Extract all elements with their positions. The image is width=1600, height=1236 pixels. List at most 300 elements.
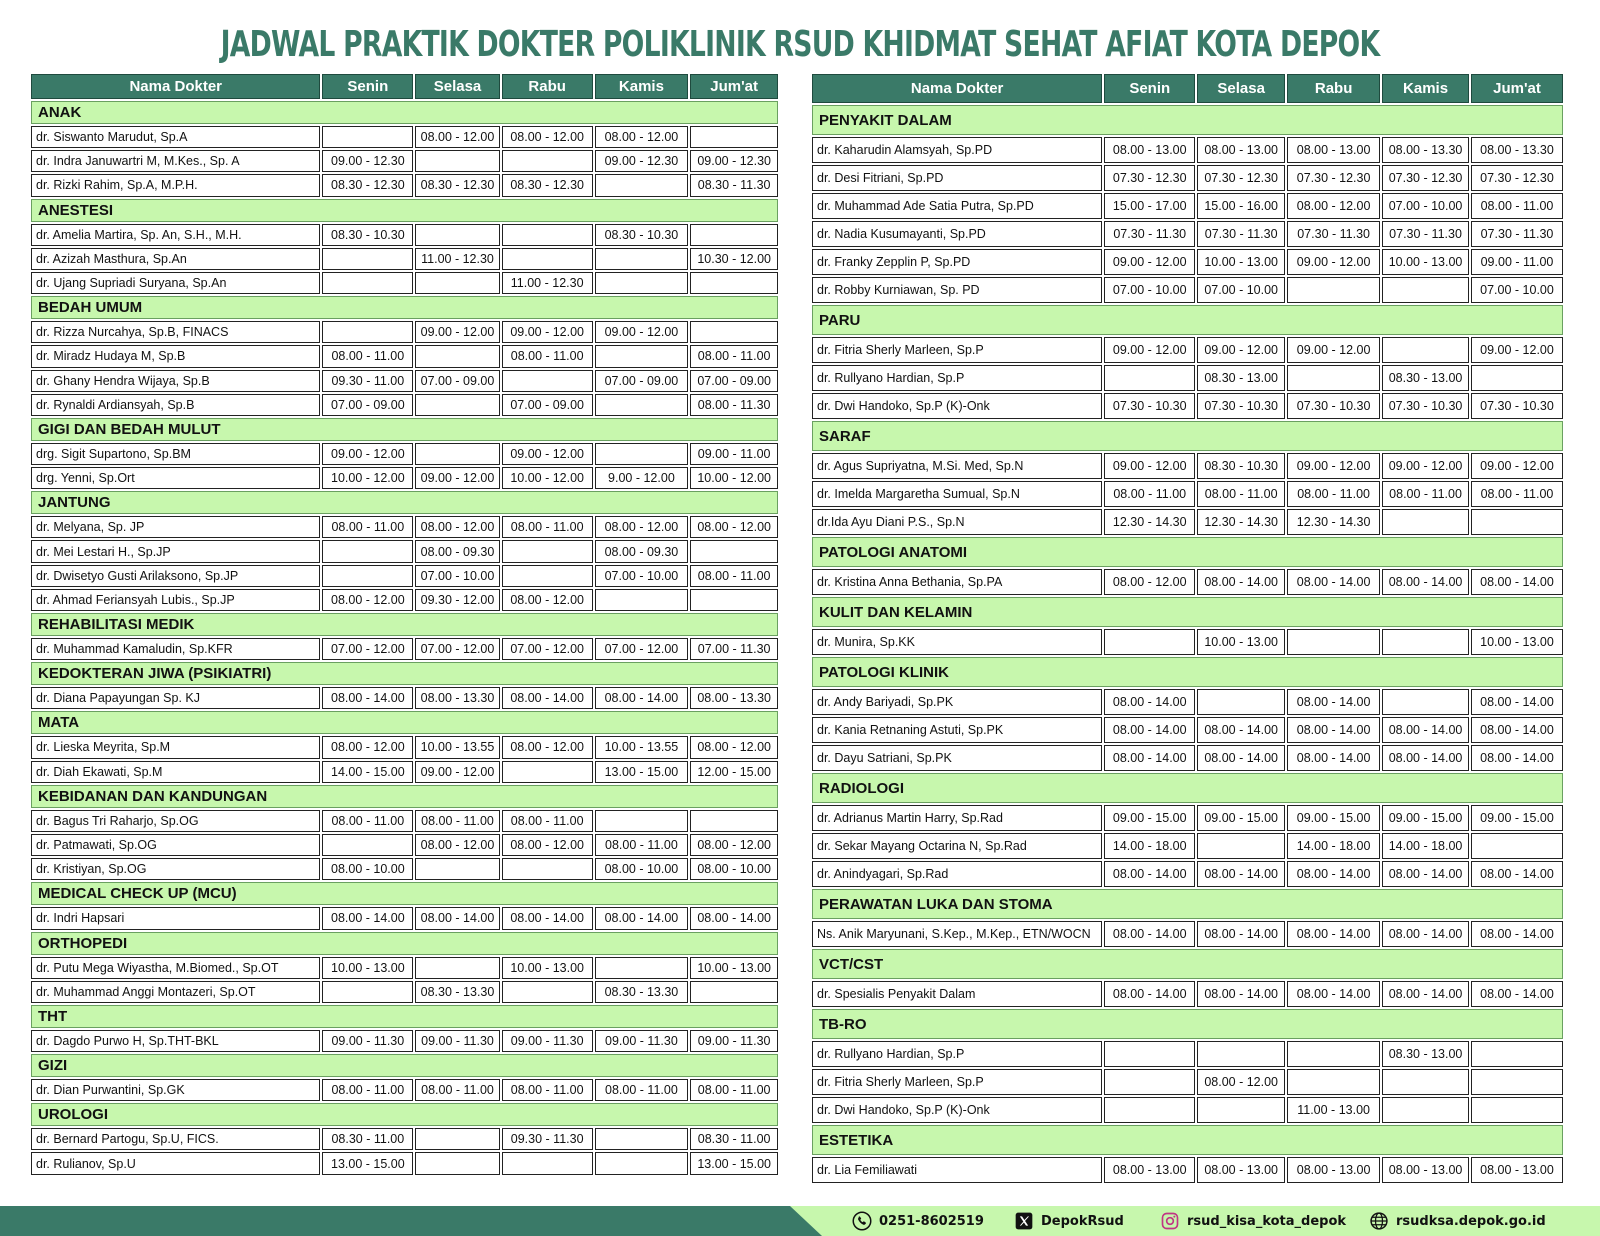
schedule-cell-wednesday: 09.00 - 12.00 — [502, 321, 593, 343]
section-row-paru — [812, 305, 1563, 335]
schedule-cell-thursday: 08.00 - 13.30 — [1382, 137, 1469, 163]
section-title: PATOLOGI KLINIK — [812, 657, 1563, 687]
schedule-cell-thursday: 07.00 - 12.00 — [595, 638, 689, 660]
schedule-cell-monday: 08.00 - 13.00 — [1104, 137, 1195, 163]
doctor-row — [31, 687, 778, 709]
section-title: ORTHOPEDI — [31, 932, 778, 955]
doctor-row — [31, 345, 778, 367]
schedule-cell-friday — [690, 540, 778, 562]
schedule-cell-wednesday: 08.00 - 12.00 — [502, 126, 593, 148]
schedule-cell-friday: 09.00 - 11.30 — [690, 1030, 778, 1052]
doctor-row — [31, 321, 778, 343]
schedule-cell-monday: 07.00 - 09.00 — [322, 394, 413, 416]
schedule-cell-thursday: 08.30 - 13.00 — [1382, 365, 1469, 391]
schedule-cell-friday: 08.00 - 10.00 — [690, 858, 778, 880]
section-title: PERAWATAN LUKA DAN STOMA — [812, 889, 1563, 919]
schedule-cell-friday: 08.30 - 11.30 — [690, 174, 778, 196]
schedule-cell-thursday — [595, 248, 689, 270]
doctor-row — [812, 717, 1563, 743]
schedule-cell-monday: 08.00 - 11.00 — [322, 1079, 413, 1101]
schedule-table-left — [29, 72, 780, 1177]
schedule-cell-monday: 08.00 - 12.00 — [1104, 569, 1195, 595]
schedule-cell-friday: 08.00 - 11.00 — [690, 1079, 778, 1101]
schedule-cell-monday: 08.00 - 11.00 — [1104, 481, 1195, 507]
schedule-cell-wednesday: 14.00 - 18.00 — [1287, 833, 1380, 859]
doctor-row — [31, 443, 778, 465]
schedule-cell-thursday — [595, 272, 689, 294]
doctor-name: dr. Nadia Kusumayanti, Sp.PD — [812, 221, 1102, 247]
schedule-cell-tuesday — [415, 858, 500, 880]
doctor-name: dr. Muhammad Anggi Montazeri, Sp.OT — [31, 981, 320, 1003]
schedule-cell-friday: 07.00 - 09.00 — [690, 370, 778, 392]
phone-text: 0251-8602519 — [879, 1213, 984, 1229]
schedule-cell-tuesday: 07.30 - 12.30 — [1197, 165, 1285, 191]
section-row-patologi-klinik — [812, 657, 1563, 687]
doctor-name: drg. Sigit Supartono, Sp.BM — [31, 443, 320, 465]
schedule-cell-tuesday: 09.00 - 11.30 — [415, 1030, 500, 1052]
schedule-cell-tuesday: 08.00 - 14.00 — [1197, 921, 1285, 947]
doctor-row — [31, 589, 778, 611]
schedule-cell-monday: 08.00 - 14.00 — [1104, 745, 1195, 771]
schedule-cell-monday: 14.00 - 18.00 — [1104, 833, 1195, 859]
doctor-name: dr. Munira, Sp.KK — [812, 629, 1102, 655]
schedule-cell-tuesday: 08.00 - 14.00 — [1197, 717, 1285, 743]
schedule-cell-friday — [690, 589, 778, 611]
doctor-row — [812, 689, 1563, 715]
schedule-cell-wednesday: 08.00 - 14.00 — [1287, 689, 1380, 715]
doctor-name: dr. Ujang Supriadi Suryana, Sp.An — [31, 272, 320, 294]
schedule-cell-tuesday: 08.00 - 14.00 — [1197, 861, 1285, 887]
schedule-cell-friday — [1471, 509, 1563, 535]
schedule-cell-tuesday: 11.00 - 12.30 — [415, 248, 500, 270]
schedule-cell-friday — [690, 126, 778, 148]
schedule-cell-tuesday: 08.00 - 12.00 — [415, 834, 500, 856]
x-handle-text: DepokRsud — [1041, 1213, 1124, 1229]
schedule-cell-friday — [690, 810, 778, 832]
doctor-name: dr. Fitria Sherly Marleen, Sp.P — [812, 337, 1102, 363]
schedule-cell-wednesday: 07.30 - 10.30 — [1287, 393, 1380, 419]
doctor-name: dr. Fitria Sherly Marleen, Sp.P — [812, 1069, 1102, 1095]
doctor-row — [812, 1097, 1563, 1123]
header-doctor-name: Nama Dokter — [812, 74, 1102, 103]
phone-contact — [852, 1210, 984, 1232]
header-monday: Senin — [322, 74, 413, 99]
schedule-cell-tuesday — [415, 1128, 500, 1150]
doctor-row — [812, 393, 1563, 419]
schedule-cell-tuesday — [415, 394, 500, 416]
doctor-name: dr. Patmawati, Sp.OG — [31, 834, 320, 856]
doctor-row — [812, 921, 1563, 947]
schedule-cell-thursday: 09.00 - 11.30 — [595, 1030, 689, 1052]
doctor-row — [31, 174, 778, 196]
schedule-cell-thursday: 08.00 - 14.00 — [1382, 717, 1469, 743]
header-thursday: Kamis — [595, 74, 689, 99]
header-row — [812, 74, 1563, 103]
schedule-cell-friday: 07.30 - 12.30 — [1471, 165, 1563, 191]
schedule-cell-thursday: 07.00 - 10.00 — [1382, 193, 1469, 219]
doctor-row — [812, 509, 1563, 535]
schedule-cell-tuesday: 08.00 - 14.00 — [1197, 981, 1285, 1007]
doctor-name: dr. Muhammad Ade Satia Putra, Sp.PD — [812, 193, 1102, 219]
schedule-cell-tuesday: 08.30 - 12.30 — [415, 174, 500, 196]
doctor-row — [31, 248, 778, 270]
doctor-row — [812, 1041, 1563, 1067]
doctor-name: dr. Amelia Martira, Sp. An, S.H., M.H. — [31, 224, 320, 246]
doctor-name: dr. Dwi Handoko, Sp.P (K)-Onk — [812, 1097, 1102, 1123]
schedule-cell-monday: 09.00 - 12.00 — [1104, 337, 1195, 363]
doctor-name: dr. Dwisetyo Gusti Arilaksono, Sp.JP — [31, 565, 320, 587]
schedule-cell-friday: 08.00 - 14.00 — [1471, 569, 1563, 595]
schedule-cell-tuesday: 07.00 - 09.00 — [415, 370, 500, 392]
schedule-cell-monday: 08.30 - 10.30 — [322, 224, 413, 246]
schedule-cell-tuesday — [1197, 689, 1285, 715]
doctor-row — [812, 137, 1563, 163]
schedule-cell-wednesday: 08.30 - 12.30 — [502, 174, 593, 196]
schedule-cell-wednesday: 08.00 - 12.00 — [502, 589, 593, 611]
schedule-cell-thursday — [595, 345, 689, 367]
schedule-cell-thursday — [595, 589, 689, 611]
doctor-name: dr. Rizki Rahim, Sp.A, M.P.H. — [31, 174, 320, 196]
doctor-name: dr. Kaharudin Alamsyah, Sp.PD — [812, 137, 1102, 163]
schedule-cell-friday: 09.00 - 15.00 — [1471, 805, 1563, 831]
section-title: GIGI DAN BEDAH MULUT — [31, 418, 778, 441]
schedule-cell-friday — [1471, 365, 1563, 391]
schedule-cell-monday: 10.00 - 13.00 — [322, 957, 413, 979]
schedule-cell-friday — [690, 272, 778, 294]
schedule-cell-thursday — [595, 443, 689, 465]
schedule-cell-monday — [1104, 1041, 1195, 1067]
doctor-name: dr. Dayu Satriani, Sp.PK — [812, 745, 1102, 771]
schedule-cell-wednesday: 07.00 - 09.00 — [502, 394, 593, 416]
section-row-penyakit-dalam — [812, 105, 1563, 135]
section-row-orthopedi — [31, 932, 778, 955]
header-doctor-name: Nama Dokter — [31, 74, 320, 99]
schedule-cell-monday: 07.00 - 12.00 — [322, 638, 413, 660]
schedule-cell-friday: 08.00 - 11.30 — [690, 394, 778, 416]
doctor-name: dr. Bagus Tri Raharjo, Sp.OG — [31, 810, 320, 832]
schedule-cell-thursday: 10.00 - 13.00 — [1382, 249, 1469, 275]
section-row-kulit-dan-kelamin — [812, 597, 1563, 627]
doctor-row — [812, 745, 1563, 771]
section-title: KEDOKTERAN JIWA (PSIKIATRI) — [31, 662, 778, 685]
schedule-cell-friday: 07.00 - 11.30 — [690, 638, 778, 660]
doctor-name: dr. Miradz Hudaya M, Sp.B — [31, 345, 320, 367]
schedule-cell-tuesday: 07.00 - 10.00 — [1197, 277, 1285, 303]
schedule-cell-friday: 10.00 - 13.00 — [690, 957, 778, 979]
schedule-cell-wednesday — [502, 150, 593, 172]
schedule-cell-thursday: 09.00 - 12.00 — [595, 321, 689, 343]
doctor-name: dr. Lia Femiliawati — [812, 1157, 1102, 1183]
schedule-cell-thursday — [595, 810, 689, 832]
schedule-cell-friday — [690, 321, 778, 343]
schedule-cell-wednesday: 08.00 - 11.00 — [502, 810, 593, 832]
schedule-cell-wednesday: 07.30 - 11.30 — [1287, 221, 1380, 247]
schedule-cell-wednesday: 08.00 - 14.00 — [1287, 717, 1380, 743]
schedule-cell-monday — [322, 981, 413, 1003]
schedule-cell-thursday: 07.00 - 09.00 — [595, 370, 689, 392]
schedule-cell-thursday: 08.00 - 14.00 — [1382, 861, 1469, 887]
schedule-table-right — [810, 72, 1565, 1185]
schedule-cell-friday: 08.00 - 14.00 — [1471, 981, 1563, 1007]
schedule-cell-tuesday: 08.00 - 14.00 — [1197, 745, 1285, 771]
schedule-cell-thursday: 08.00 - 11.00 — [1382, 481, 1469, 507]
schedule-cell-tuesday: 10.00 - 13.00 — [1197, 249, 1285, 275]
schedule-cell-thursday: 07.30 - 11.30 — [1382, 221, 1469, 247]
schedule-cell-wednesday: 07.00 - 12.00 — [502, 638, 593, 660]
schedule-cell-tuesday: 08.30 - 13.00 — [1197, 365, 1285, 391]
schedule-cell-wednesday: 09.00 - 12.00 — [502, 443, 593, 465]
doctor-row — [31, 761, 778, 783]
doctor-row — [812, 337, 1563, 363]
schedule-cell-thursday — [595, 957, 689, 979]
schedule-cell-thursday: 09.00 - 12.00 — [1382, 453, 1469, 479]
schedule-cell-wednesday: 08.00 - 12.00 — [1287, 193, 1380, 219]
doctor-row — [31, 394, 778, 416]
schedule-cell-friday: 09.00 - 12.30 — [690, 150, 778, 172]
schedule-cell-wednesday: 08.00 - 14.00 — [1287, 569, 1380, 595]
schedule-cell-friday: 08.00 - 11.00 — [1471, 193, 1563, 219]
schedule-cell-monday: 08.00 - 14.00 — [322, 687, 413, 709]
doctor-name: Ns. Anik Maryunani, S.Kep., M.Kep., ETN/WOCN — [812, 921, 1102, 947]
section-title: GIZI — [31, 1054, 778, 1077]
schedule-cell-friday: 08.00 - 14.00 — [1471, 689, 1563, 715]
schedule-cell-thursday: 08.00 - 10.00 — [595, 858, 689, 880]
schedule-cell-friday: 10.00 - 12.00 — [690, 467, 778, 489]
doctor-name: dr. Diah Ekawati, Sp.M — [31, 761, 320, 783]
doctor-row — [812, 193, 1563, 219]
schedule-cell-thursday: 08.00 - 14.00 — [1382, 921, 1469, 947]
schedule-cell-friday — [1471, 1097, 1563, 1123]
header-friday: Jum'at — [690, 74, 778, 99]
doctor-name: dr. Kristiyan, Sp.OG — [31, 858, 320, 880]
schedule-cell-thursday — [1382, 689, 1469, 715]
section-title: UROLOGI — [31, 1103, 778, 1126]
doctor-name: dr. Rullyano Hardian, Sp.P — [812, 365, 1102, 391]
schedule-cell-monday: 08.00 - 14.00 — [322, 907, 413, 929]
section-title: KEBIDANAN DAN KANDUNGAN — [31, 785, 778, 808]
doctor-row — [31, 1152, 778, 1174]
doctor-row — [812, 981, 1563, 1007]
schedule-cell-monday: 08.00 - 12.00 — [322, 589, 413, 611]
doctor-row — [812, 221, 1563, 247]
schedule-cell-monday: 09.00 - 15.00 — [1104, 805, 1195, 831]
section-row-bedah-umum — [31, 296, 778, 319]
schedule-cell-wednesday — [1287, 365, 1380, 391]
schedule-cell-wednesday — [1287, 1069, 1380, 1095]
schedule-cell-monday: 09.00 - 12.30 — [322, 150, 413, 172]
schedule-cell-friday: 10.00 - 13.00 — [1471, 629, 1563, 655]
header-wednesday: Rabu — [502, 74, 593, 99]
schedule-cell-wednesday: 10.00 - 12.00 — [502, 467, 593, 489]
schedule-cell-monday — [322, 321, 413, 343]
section-title: MEDICAL CHECK UP (MCU) — [31, 882, 778, 905]
doctor-row — [812, 481, 1563, 507]
schedule-cell-wednesday: 12.30 - 14.30 — [1287, 509, 1380, 535]
section-row-tb-ro — [812, 1009, 1563, 1039]
schedule-cell-thursday: 08.30 - 10.30 — [595, 224, 689, 246]
doctor-row — [31, 638, 778, 660]
schedule-cell-monday: 08.30 - 11.00 — [322, 1128, 413, 1150]
schedule-cell-monday: 08.00 - 11.00 — [322, 345, 413, 367]
section-title: BEDAH UMUM — [31, 296, 778, 319]
schedule-cell-monday — [322, 126, 413, 148]
schedule-cell-monday: 08.00 - 12.00 — [322, 736, 413, 758]
section-row-saraf — [812, 421, 1563, 451]
doctor-name: dr. Rullyano Hardian, Sp.P — [812, 1041, 1102, 1067]
schedule-cell-thursday: 14.00 - 18.00 — [1382, 833, 1469, 859]
doctor-name: dr. Anindyagari, Sp.Rad — [812, 861, 1102, 887]
schedule-cell-tuesday: 09.30 - 12.00 — [415, 589, 500, 611]
schedule-cell-wednesday — [502, 1152, 593, 1174]
schedule-cell-tuesday — [415, 272, 500, 294]
schedule-cell-tuesday: 09.00 - 12.00 — [415, 321, 500, 343]
doctor-name: dr. Dian Purwantini, Sp.GK — [31, 1079, 320, 1101]
schedule-cell-tuesday: 07.00 - 12.00 — [415, 638, 500, 660]
schedule-cell-thursday: 08.00 - 14.00 — [595, 907, 689, 929]
schedule-cell-friday: 08.00 - 13.30 — [1471, 137, 1563, 163]
doctor-name: dr. Indri Hapsari — [31, 907, 320, 929]
schedule-cell-tuesday: 15.00 - 16.00 — [1197, 193, 1285, 219]
schedule-cell-monday: 12.30 - 14.30 — [1104, 509, 1195, 535]
section-title: RADIOLOGI — [812, 773, 1563, 803]
schedule-cell-thursday: 08.00 - 14.00 — [1382, 981, 1469, 1007]
section-row-anestesi — [31, 199, 778, 222]
schedule-cell-thursday — [1382, 509, 1469, 535]
doctor-row — [31, 516, 778, 538]
schedule-cell-friday: 08.00 - 11.00 — [690, 565, 778, 587]
schedule-cell-tuesday: 08.30 - 13.30 — [415, 981, 500, 1003]
schedule-cell-tuesday: 10.00 - 13.00 — [1197, 629, 1285, 655]
schedule-cell-thursday — [595, 174, 689, 196]
schedule-cell-tuesday — [1197, 833, 1285, 859]
section-row-estetika — [812, 1125, 1563, 1155]
doctor-row — [31, 1030, 778, 1052]
schedule-cell-friday — [1471, 833, 1563, 859]
schedule-cell-thursday — [1382, 1069, 1469, 1095]
schedule-cell-wednesday — [502, 224, 593, 246]
doctor-row — [31, 1079, 778, 1101]
section-row-gigi-dan-bedah-mulut — [31, 418, 778, 441]
section-title: JANTUNG — [31, 491, 778, 514]
instagram-icon — [1160, 1211, 1180, 1231]
schedule-cell-monday — [1104, 629, 1195, 655]
x-contact — [1014, 1210, 1124, 1232]
section-row-kedokteran-jiwa-psikiatri — [31, 662, 778, 685]
schedule-cell-wednesday — [502, 981, 593, 1003]
schedule-cell-friday: 08.00 - 13.00 — [1471, 1157, 1563, 1183]
schedule-cell-tuesday — [415, 224, 500, 246]
schedule-cell-thursday: 08.00 - 11.00 — [595, 1079, 689, 1101]
doctor-name: dr.Ida Ayu Diani P.S., Sp.N — [812, 509, 1102, 535]
schedule-cell-wednesday: 11.00 - 12.30 — [502, 272, 593, 294]
section-title: TB-RO — [812, 1009, 1563, 1039]
schedule-cell-wednesday — [1287, 277, 1380, 303]
doctor-row — [812, 805, 1563, 831]
schedule-cell-tuesday — [415, 957, 500, 979]
doctor-name: dr. Ghany Hendra Wijaya, Sp.B — [31, 370, 320, 392]
schedule-cell-tuesday — [1197, 1097, 1285, 1123]
schedule-cell-monday: 09.00 - 12.00 — [322, 443, 413, 465]
phone-icon — [852, 1211, 872, 1231]
schedule-cell-tuesday: 10.00 - 13.55 — [415, 736, 500, 758]
doctor-name: dr. Adrianus Martin Harry, Sp.Rad — [812, 805, 1102, 831]
schedule-cell-friday: 09.00 - 11.00 — [1471, 249, 1563, 275]
schedule-cell-wednesday: 09.00 - 12.00 — [1287, 337, 1380, 363]
schedule-cell-monday: 08.00 - 14.00 — [1104, 861, 1195, 887]
schedule-cell-wednesday — [502, 565, 593, 587]
schedule-cell-wednesday: 08.00 - 13.00 — [1287, 137, 1380, 163]
page-title: JADWAL PRAKTIK DOKTER POLIKLINIK RSUD KHIDMAT SEHAT AFIAT KOTA DEPOK — [220, 24, 1380, 65]
website-contact — [1369, 1210, 1546, 1232]
doctor-name: drg. Yenni, Sp.Ort — [31, 467, 320, 489]
schedule-cell-monday: 08.30 - 12.30 — [322, 174, 413, 196]
schedule-cell-tuesday: 08.30 - 10.30 — [1197, 453, 1285, 479]
schedule-cell-thursday: 08.00 - 12.00 — [595, 516, 689, 538]
schedule-cell-wednesday: 08.00 - 12.00 — [502, 834, 593, 856]
schedule-cell-monday: 08.00 - 14.00 — [1104, 689, 1195, 715]
schedule-cell-monday — [322, 540, 413, 562]
schedule-cell-tuesday — [415, 1152, 500, 1174]
schedule-cell-wednesday — [502, 248, 593, 270]
schedule-cell-thursday: 08.00 - 09.30 — [595, 540, 689, 562]
section-title: ESTETIKA — [812, 1125, 1563, 1155]
schedule-cell-monday: 08.00 - 14.00 — [1104, 981, 1195, 1007]
doctor-name: dr. Rynaldi Ardiansyah, Sp.B — [31, 394, 320, 416]
schedule-cell-thursday: 07.00 - 10.00 — [595, 565, 689, 587]
doctor-name: dr. Dagdo Purwo H, Sp.THT-BKL — [31, 1030, 320, 1052]
schedule-cell-monday: 07.30 - 10.30 — [1104, 393, 1195, 419]
schedule-cell-wednesday: 08.00 - 14.00 — [502, 907, 593, 929]
section-row-rehabilitasi-medik — [31, 613, 778, 636]
doctor-name: dr. Melyana, Sp. JP — [31, 516, 320, 538]
schedule-cell-thursday: 09.00 - 12.30 — [595, 150, 689, 172]
schedule-cell-tuesday: 08.00 - 13.00 — [1197, 137, 1285, 163]
schedule-cell-tuesday: 07.30 - 10.30 — [1197, 393, 1285, 419]
section-title: VCT/CST — [812, 949, 1563, 979]
doctor-name: dr. Siswanto Marudut, Sp.A — [31, 126, 320, 148]
header-wednesday: Rabu — [1287, 74, 1380, 103]
header-tuesday: Selasa — [415, 74, 500, 99]
footer-bar — [0, 1206, 1600, 1236]
schedule-cell-wednesday: 08.00 - 13.00 — [1287, 1157, 1380, 1183]
schedule-cell-monday: 09.00 - 11.30 — [322, 1030, 413, 1052]
section-row-patologi-anatomi — [812, 537, 1563, 567]
schedule-cell-monday: 14.00 - 15.00 — [322, 761, 413, 783]
schedule-cell-wednesday: 11.00 - 13.00 — [1287, 1097, 1380, 1123]
schedule-cell-friday — [1471, 1041, 1563, 1067]
doctor-name: dr. Kania Retnaning Astuti, Sp.PK — [812, 717, 1102, 743]
schedule-cell-thursday — [1382, 277, 1469, 303]
schedule-cell-wednesday: 08.00 - 11.00 — [1287, 481, 1380, 507]
doctor-row — [31, 272, 778, 294]
schedule-cell-thursday: 08.30 - 13.30 — [595, 981, 689, 1003]
schedule-cell-tuesday: 09.00 - 15.00 — [1197, 805, 1285, 831]
doctor-row — [31, 150, 778, 172]
schedule-cell-tuesday — [415, 150, 500, 172]
doctor-name: dr. Mei Lestari H., Sp.JP — [31, 540, 320, 562]
schedule-cell-thursday: 07.30 - 12.30 — [1382, 165, 1469, 191]
schedule-cell-thursday — [1382, 629, 1469, 655]
doctor-name: dr. Spesialis Penyakit Dalam — [812, 981, 1102, 1007]
doctor-row — [31, 957, 778, 979]
schedule-cell-friday: 08.00 - 11.00 — [690, 345, 778, 367]
schedule-cell-monday: 10.00 - 12.00 — [322, 467, 413, 489]
section-row-anak — [31, 101, 778, 124]
schedule-cell-monday: 09.00 - 12.00 — [1104, 249, 1195, 275]
schedule-cell-thursday — [595, 1152, 689, 1174]
doctor-name: dr. Diana Papayungan Sp. KJ — [31, 687, 320, 709]
doctor-row — [812, 453, 1563, 479]
